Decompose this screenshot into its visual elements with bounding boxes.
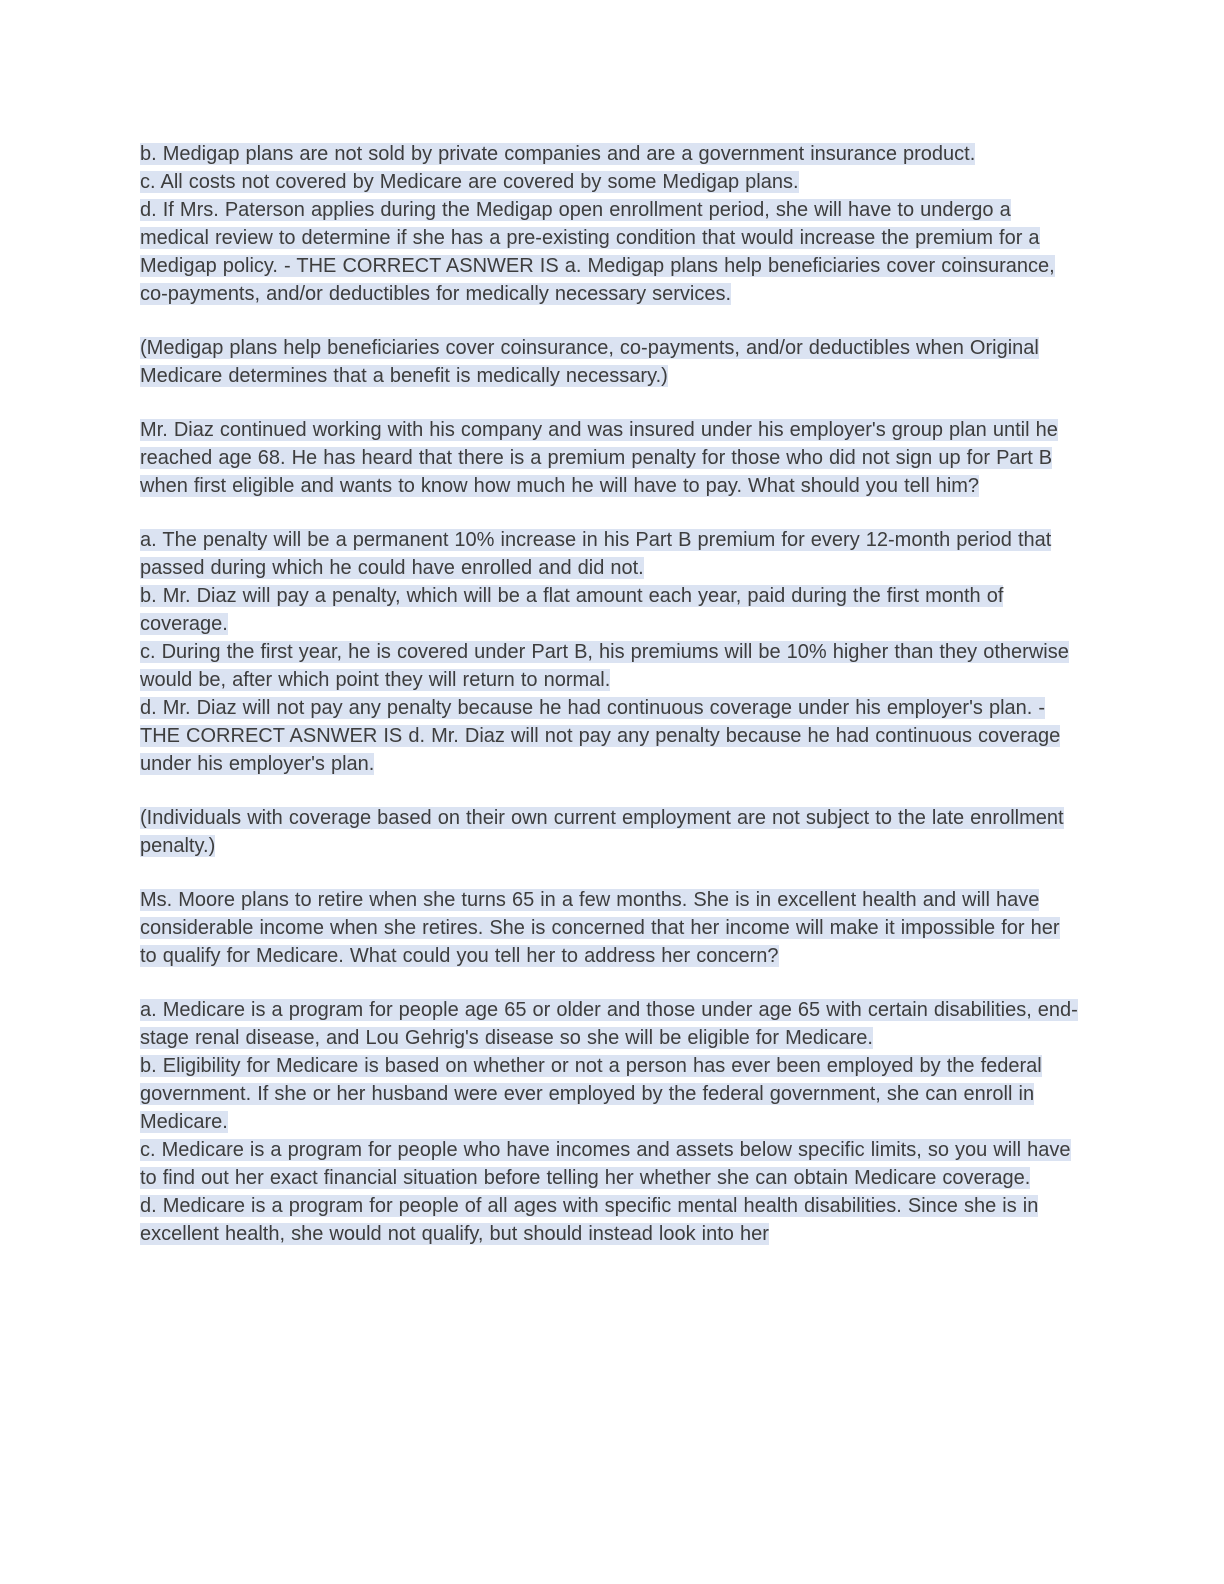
highlighted-text: c. Medicare is a program for people who have incomes and assets below specific limits, so you will have to find out her exact financial situation before telling her whether she can obtain Medicare coverage. — [140, 1139, 1071, 1189]
paragraph — [140, 1052, 1080, 1136]
q1-options-and-answer — [140, 140, 1080, 308]
q3-stem — [140, 886, 1080, 970]
highlighted-text: b. Eligibility for Medicare is based on whether or not a person has ever been employed by the federal government. If she or her husband were ever employed by the federal government, she can enroll in Medicare. — [140, 1055, 1042, 1133]
highlighted-text: a. The penalty will be a permanent 10% increase in his Part B premium for every 12-month period that passed during which he could have enrolled and did not. — [140, 529, 1052, 579]
paragraph — [140, 996, 1080, 1052]
highlighted-text: b. Mr. Diaz will pay a penalty, which will be a flat amount each year, paid during the first month of coverage. — [140, 585, 1004, 635]
paragraph — [140, 168, 1080, 196]
highlighted-text: a. Medicare is a program for people age 65 or older and those under age 65 with certain disabilities, end-stage renal disease, and Lou Gehrig's disease so she will be eligible for Medicare. — [140, 999, 1078, 1049]
q3-options — [140, 996, 1080, 1248]
paragraph — [140, 638, 1080, 694]
paragraph — [140, 1192, 1080, 1248]
paragraph — [140, 1136, 1080, 1192]
paragraph — [140, 526, 1080, 582]
highlighted-text: c. During the first year, he is covered under Part B, his premiums will be 10% higher than they otherwise would be, after which point they will return to normal. — [140, 641, 1069, 691]
paragraph — [140, 694, 1080, 778]
highlighted-text: (Individuals with coverage based on their own current employment are not subject to the late enrollment penalty.) — [140, 807, 1064, 857]
paragraph — [140, 140, 1080, 168]
paragraph — [140, 886, 1080, 970]
paragraph — [140, 804, 1080, 860]
highlighted-text: Ms. Moore plans to retire when she turns 65 in a few months. She is in excellent health and will have considerable income when she retires. She is concerned that her income will make it impossible for her to qualify for Medicare. What could you tell her to address her concern? — [140, 889, 1060, 967]
highlighted-text: (Medigap plans help beneficiaries cover coinsurance, co-payments, and/or deductibles when Original Medicare determines that a benefit is medically necessary.) — [140, 337, 1039, 387]
highlighted-text: d. If Mrs. Paterson applies during the Medigap open enrollment period, she will have to undergo a medical review to determine if she has a pre-existing condition that would increase the premium for a Medigap policy. - THE CORRECT ASNWER IS a. Medigap plans help beneficiaries cover coinsurance, co-payments, and/or deductibles for medically necessary services. — [140, 199, 1055, 305]
paragraph — [140, 416, 1080, 500]
highlighted-text: c. All costs not covered by Medicare are covered by some Medigap plans. — [140, 171, 799, 193]
paragraph — [140, 196, 1080, 308]
q2-stem — [140, 416, 1080, 500]
highlighted-text: d. Mr. Diaz will not pay any penalty because he had continuous coverage under his employer's plan. - THE CORRECT ASNWER IS d. Mr. Diaz will not pay any penalty because he had continuous coverage under his employer's plan. — [140, 697, 1061, 775]
q2-rationale — [140, 804, 1080, 860]
q2-options-and-answer — [140, 526, 1080, 778]
paragraph — [140, 582, 1080, 638]
q1-rationale — [140, 334, 1080, 390]
highlighted-text: b. Medigap plans are not sold by private companies and are a government insurance product. — [140, 143, 976, 165]
paragraph — [140, 334, 1080, 390]
highlighted-text: d. Medicare is a program for people of all ages with specific mental health disabilities. Since she is in excellent health, she would not qualify, but should instead look into her — [140, 1195, 1039, 1245]
highlighted-text: Mr. Diaz continued working with his company and was insured under his employer's group plan until he reached age 68. He has heard that there is a premium penalty for those who did not sign up for Part B when first eligible and wants to know how much he will have to pay. What should you tell him? — [140, 419, 1058, 497]
